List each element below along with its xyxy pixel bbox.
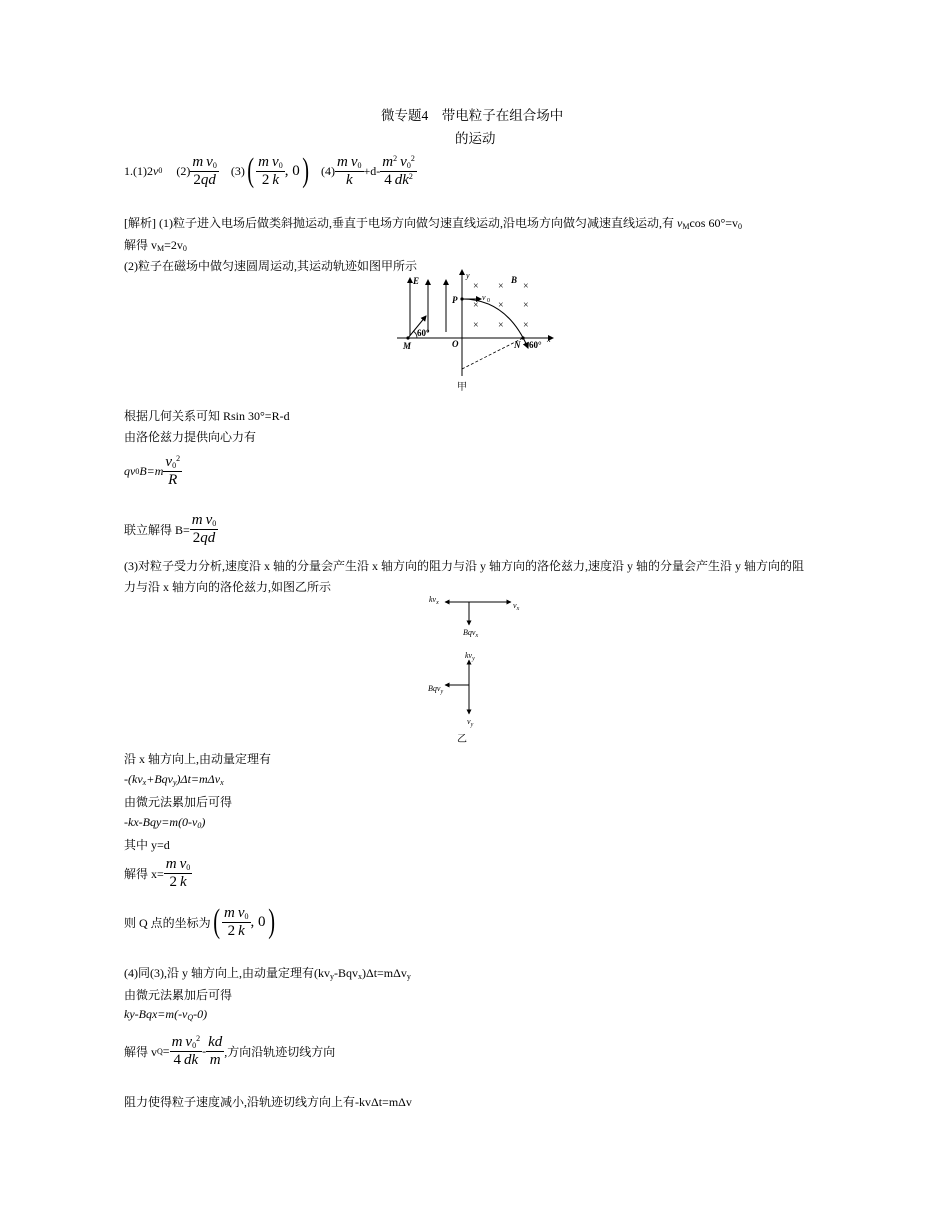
caption-yi: 乙 — [457, 734, 467, 745]
page-title: 微专题4 带电粒子在组合场中 — [381, 108, 564, 123]
label-n: N — [514, 340, 521, 350]
label-bqvy: Bqv$_y$ — [428, 684, 444, 695]
label-v0: v — [482, 293, 486, 302]
solve-vm: 解得 $v_M=2v_0$ — [124, 238, 187, 253]
micro-text-1: 由微元法累加后可得 — [124, 795, 233, 809]
solve-x: 解得 x= $\frac{m v_0}{2 k}$ — [124, 856, 191, 890]
fraction-b: $\frac{m v_0}{2qd}$ — [191, 512, 217, 546]
svg-text:×: × — [523, 320, 529, 331]
solve-b: 联立解得 B= $\frac{m v_0}{2qd}$ — [124, 512, 217, 546]
svg-text:×: × — [498, 320, 504, 331]
label-y: y — [466, 271, 470, 280]
label-p: P — [452, 295, 458, 305]
magnetic-field-crosses — [473, 281, 529, 331]
geometry-relation: 根据几何关系可知 Rsin 30°=R-d — [124, 409, 290, 423]
x-direction-text: 沿 x 轴方向上,由动量定理有 — [124, 752, 272, 766]
momentum-eq2: $-kx-Bqy=m(0-v_0)$ — [124, 815, 206, 830]
label-angle-n: 60° — [529, 340, 542, 350]
q-coordinate: 则 Q 点的坐标为 ( $\frac{m v_0}{2 k}$ , 0 ) — [124, 903, 275, 940]
page-title-line2: 的运动 — [455, 131, 496, 146]
lorentz-text: 由洛伦兹力提供向心力有 — [124, 430, 257, 444]
label-angle-m: 60° — [417, 328, 430, 338]
label-b: B — [511, 275, 518, 285]
last-line: 阻力使得粒子速度减小,沿轨迹切线方向上有-kvΔt=mΔv — [124, 1095, 412, 1109]
solve-vq: 解得 v Q = $\frac{m v_0^2}{4 dk}$ - $\frac{kd}{m}$ ,方向沿轨迹切线方向 — [124, 1034, 336, 1068]
micro-text-2: 由微元法累加后可得 — [124, 988, 233, 1002]
label-m: M — [403, 341, 412, 351]
caption-jia: 甲 — [457, 382, 467, 393]
fraction-m2v02-4dk2: $\frac{m^2 v_0^2}{4 dk^2}$ — [382, 153, 415, 188]
svg-text:×: × — [473, 320, 479, 331]
fraction-vq-2: $\frac{kd}{m}$ — [208, 1034, 223, 1068]
svg-text:×: × — [523, 300, 529, 311]
fraction-mv0-2k: $\frac{m v_0}{2 k}$ — [258, 153, 283, 188]
label-vy: $v_y$ — [467, 717, 474, 728]
label-kvy: $kv_y$ — [465, 651, 475, 662]
svg-text:×: × — [473, 281, 479, 292]
fraction-x: $\frac{m v_0}{2 k}$ — [165, 856, 191, 890]
label-vx: $v_x$ — [513, 601, 520, 612]
label-bqvx: Bqv$_x$ — [463, 628, 479, 639]
fraction-mv0-2qd: $\frac{m v_0}{2qd}$ — [192, 153, 217, 188]
label-x: x — [547, 335, 551, 344]
figure-jia — [395, 268, 565, 396]
analysis-p3b: 力与沿 x 轴方向的洛伦兹力,如图乙所示 — [124, 580, 332, 594]
analysis-p1: [解析] (1)粒子进入电场后做类斜抛运动,垂直于电场方向做匀速直线运动,沿电场方向做匀减速直线运动,有 $v_M\cos$ $60^\circ=v_0$ — [124, 216, 743, 231]
figure-yi — [425, 590, 535, 746]
analysis-p4: (4)同(3),沿 y 轴方向上,由动量定理有$(kv_y-Bqv_x)\Delta t=m\Delta v_y$ — [124, 966, 411, 981]
label-kvx: $kv_x$ — [429, 595, 439, 606]
svg-text:×: × — [498, 300, 504, 311]
fraction-vq-1: $\frac{m v_0^2}{4 dk}$ — [171, 1034, 201, 1068]
analysis-p2: (2)粒子在磁场中做匀速圆周运动,其运动轨迹如图甲所示 — [124, 259, 417, 273]
qvb-equation: qv 0 B=m $\frac{v_0^2}{R}$ — [124, 454, 181, 488]
fraction-q: $\frac{m v_0}{2 k}$ — [224, 904, 249, 939]
svg-text:0: 0 — [487, 298, 490, 304]
answer-line: 1.(1)2 v 0 (2) $\frac{m v_0}{2qd}$ (3) ( $\frac{m v_0}{2 k}$ , 0 ) (4) $\frac{m v_0}{k}$ +d- $\frac{m^2 v_0^2}{4 dk^2}$ — [124, 152, 415, 189]
label-e: E — [413, 276, 420, 286]
fraction-v02-r: $\frac{v_0^2}{R}$ — [165, 454, 181, 488]
svg-text:×: × — [498, 281, 504, 292]
analysis-p3a: (3)对粒子受力分析,速度沿 x 轴的分量会产生沿 x 轴方向的阻力与沿 y 轴方向的洛伦兹力,速度沿 y 轴的分量会产生沿 y 轴方向的阻 — [124, 559, 804, 573]
svg-text:×: × — [473, 300, 479, 311]
fraction-mv0-k: $\frac{m v_0}{k}$ — [337, 153, 362, 188]
label-o: O — [452, 339, 459, 349]
momentum-eq3: $ky-Bqx=m(-v_Q-0)$ — [124, 1007, 208, 1022]
svg-text:×: × — [523, 281, 529, 292]
momentum-eq1: $-(kv_x+Bqv_y)\Delta t=m\Delta v_x$ — [124, 772, 224, 787]
where-text: 其中 y=d — [124, 838, 170, 852]
